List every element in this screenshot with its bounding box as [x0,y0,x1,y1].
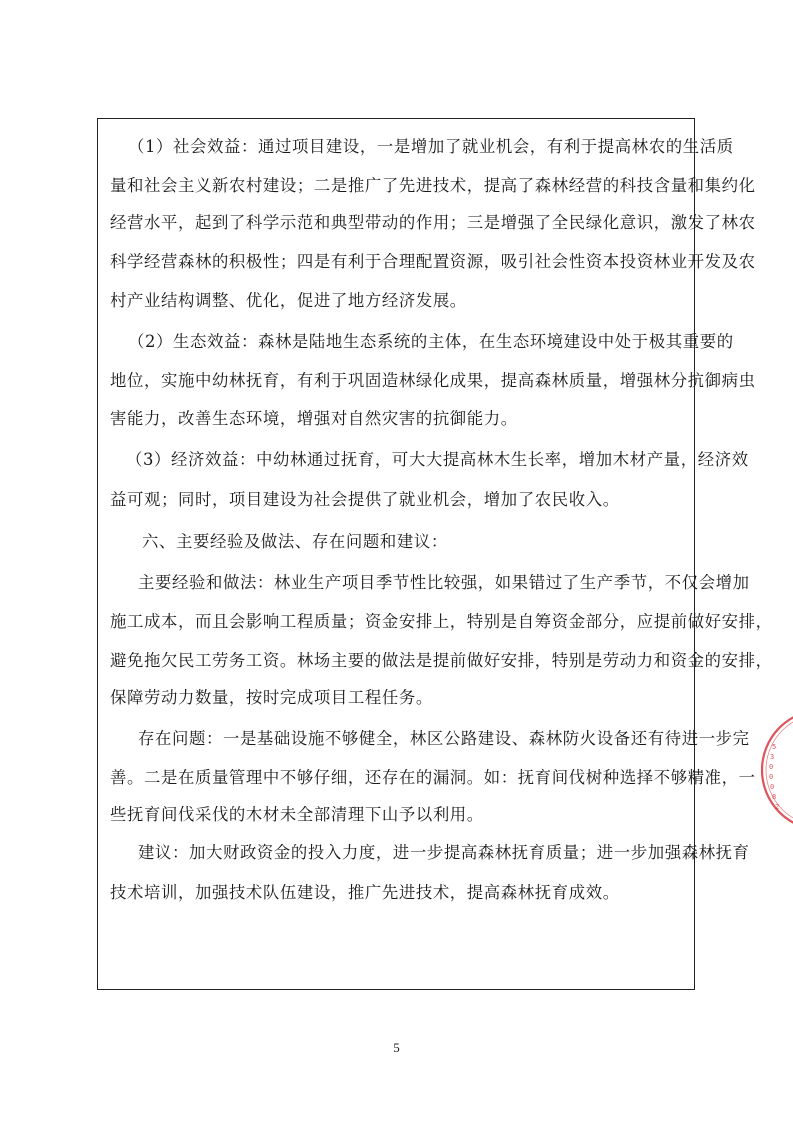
svg-text:3: 3 [770,753,775,761]
problems-line-2: 善。二是在质量管理中不够仔细，还存在的漏洞。如：抚育间伐树种选择不够精准，一 [110,768,756,787]
page-number: 5 [393,1040,400,1055]
problems-line-1: 存在问题：一是基础设施不够健全，林区公路建设、森林防火设备还有待进一步完 [138,729,750,748]
experience-line-2: 施工成本，而且会影响工程质量；资金安排上，特别是自筹资金部分，应提前做好安排， [110,612,773,631]
social-line-1: （1）社会效益：通过项目建设，一是增加了就业机会，有利于提高林农的生活质 [128,137,734,156]
official-seal [760,705,793,835]
section-six-heading: 六、主要经验及做法、存在问题和建议： [142,532,448,551]
svg-text:5: 5 [772,743,777,751]
social-line-3: 经营水平，起到了科学示范和典型带动的作用；三是增强了全民绿化意识，激发了林农 [110,213,756,232]
suggestions-line-2: 技术培训，加强技术队伍建设，推广先进技术，提高森林抚育成效。 [110,883,620,902]
experience-line-1: 主要经验和做法：林业生产项目季节性比较强，如果错过了生产季节，不仅会增加 [138,573,750,592]
suggestions-line-1: 建议：加大财政资金的投入力度，进一步提高森林抚育质量；进一步加强森林抚育 [138,843,750,862]
svg-text:0: 0 [769,773,774,781]
report-frame [97,118,773,990]
experience-line-4: 保障劳动力数量，按时完成项目工程任务。 [110,688,433,707]
social-line-4: 科学经营森林的积极性；四是有利于合理配置资源，吸引社会性资本投资林业开发及农 [110,252,756,271]
social-line-5: 村产业结构调整、优化，促进了地方经济发展。 [110,291,467,310]
svg-text:8: 8 [772,793,777,801]
seal-icon [760,705,793,835]
social-line-2: 量和社会主义新农村建设；二是推广了先进技术，提高了森林经营的科技含量和集约化 [110,176,756,195]
ecological-line-2: 地位，实施中幼林抚育，有利于巩固造林绿化成果，提高森林质量，增强林分抗御病虫 [110,371,756,390]
svg-text:0: 0 [770,783,775,791]
economic-line-1: （3）经济效益：中幼林通过抚育，可大大提高林木生长率，增加木材产量，经济效 [126,450,749,469]
report-content [98,119,773,989]
svg-text:2: 2 [775,803,780,811]
experience-line-3: 避免拖欠民工劳务工资。林场主要的做法是提前做好安排，特别是劳动力和资金的安排， [110,651,773,670]
economic-line-2: 益可观；同时，项目建设为社会提供了就业机会，增加了农民收入。 [110,490,620,509]
ecological-line-3: 害能力，改善生态环境，增强对自然灾害的抗御能力。 [110,409,518,428]
problems-line-3: 些抚育间伐采伐的木材未全部清理下山予以利用。 [110,805,484,824]
svg-text:0: 0 [769,763,774,771]
ecological-line-1: （2）生态效益：森林是陆地生态系统的主体，在生态环境建设中处于极其重要的 [128,332,734,351]
